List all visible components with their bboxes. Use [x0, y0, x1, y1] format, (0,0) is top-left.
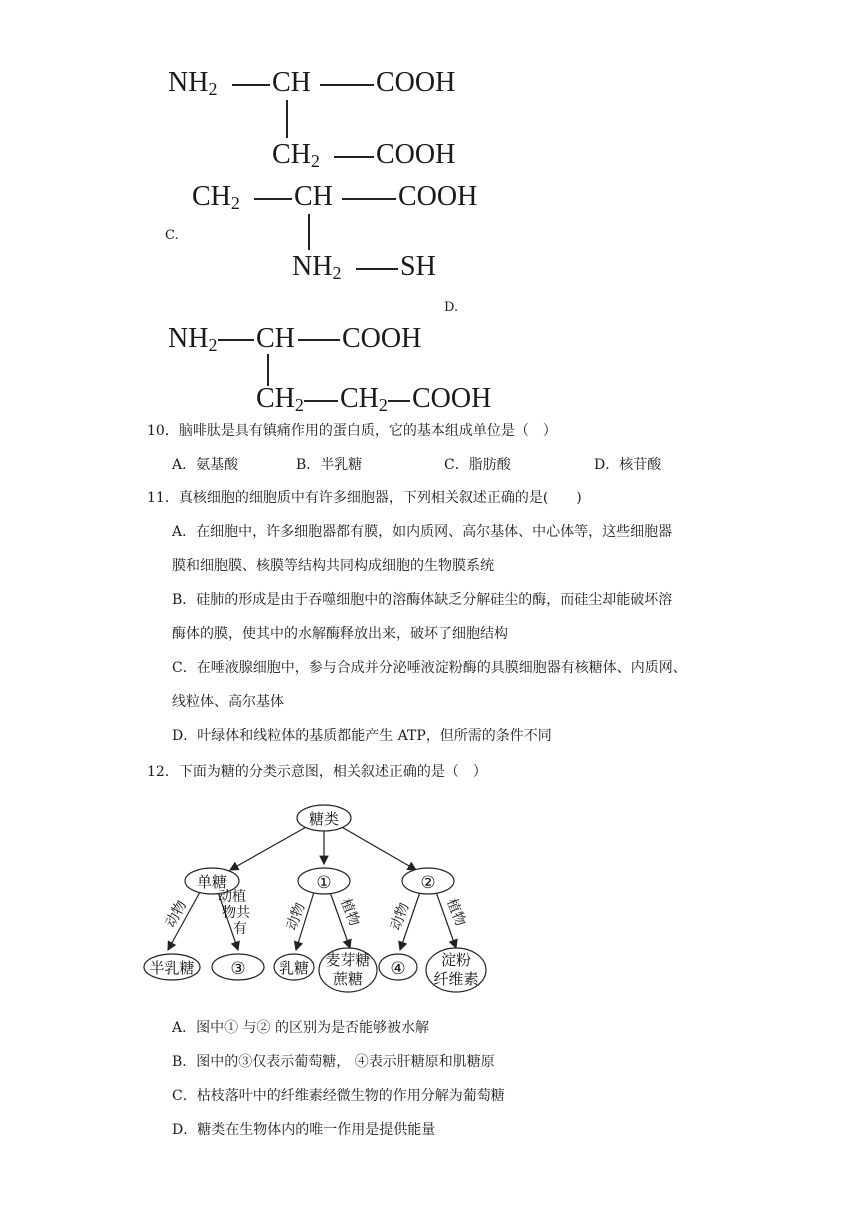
nh2-group: $NH_2$ [168, 67, 218, 99]
option-d: D．糖类在生物体内的唯一作用是提供能量 [172, 1122, 436, 1138]
bond [254, 198, 292, 200]
option-b: B．图中的③仅表示葡萄糖， ④表示肝糖原和肌糖原 [172, 1054, 495, 1070]
ch2-group: $CH_2$ [192, 181, 240, 213]
bond [267, 354, 269, 386]
label-shared-3: 有 [233, 921, 247, 937]
cooh-group: COOH [376, 67, 456, 98]
bond [334, 156, 374, 158]
ch2-group: $CH_2$ [340, 383, 388, 415]
option-a: A．图中① 与② 的区别为是否能够被水解 [172, 1020, 430, 1036]
option-c: C．脂肪酸 [444, 457, 511, 473]
nh2-group: $NH_2$ [168, 323, 218, 355]
option-c-line2: 线粒体、高尔基体 [172, 694, 284, 710]
node-2: ② [420, 873, 436, 893]
bond [218, 339, 254, 341]
label-animal: 动物 [387, 900, 413, 933]
node-sucrose: 蔗糖 [332, 970, 364, 988]
arrow [230, 826, 308, 870]
cooh-group: COOH [376, 139, 456, 170]
label-plant: 植物 [443, 896, 469, 929]
bond [356, 268, 398, 270]
bond [320, 84, 374, 86]
node-root: 糖类 [308, 810, 340, 828]
node-monosaccharide: 单糖 [196, 873, 228, 891]
bond [304, 400, 338, 402]
question-stem: 10．脑啡肽是具有镇痛作用的蛋白质，它的基本组成单位是（ ） [147, 423, 557, 439]
option-a-line1: A．在细胞中，许多细胞器都有膜，如内质网、高尔基体、中心体等，这些细胞器 [172, 524, 673, 540]
question-stem: 12．下面为糖的分类示意图，相关叙述正确的是（ ） [147, 764, 487, 780]
sugar-classification-diagram [140, 798, 500, 1003]
label-shared-1: 动植 [218, 889, 246, 905]
node-1: ① [316, 873, 332, 893]
option-b-line1: B．硅肺的形成是由于吞噬细胞中的溶酶体缺乏分解硅尘的酶，而硅尘却能破坏溶 [172, 592, 673, 608]
bond [388, 400, 410, 402]
sh-group: SH [400, 251, 436, 282]
option-c-line1: C．在唾液腺细胞中，参与合成并分泌唾液淀粉酶的具膜细胞器有核糖体、内质网、 [172, 660, 687, 676]
cooh-group: COOH [342, 323, 422, 354]
arrow [340, 826, 416, 870]
node-cellulose: 纤维素 [433, 970, 479, 988]
node-galactose: 半乳糖 [149, 959, 195, 977]
option-letter-c: C. [165, 228, 179, 243]
option-a: A．氨基酸 [172, 457, 239, 473]
ch-group: CH [272, 67, 311, 98]
nh2-group: $NH_2$ [292, 251, 342, 283]
label-animal: 动物 [162, 898, 191, 931]
node-starch: 淀粉 [440, 951, 472, 969]
ch-group: CH [294, 181, 333, 212]
option-d: D．叶绿体和线粒体的基质都能产生 ATP，但所需的条件不同 [172, 728, 552, 744]
option-b-line2: 酶体的膜，使其中的水解酶释放出来，破坏了细胞结构 [172, 626, 508, 642]
node-lactose: 乳糖 [278, 959, 310, 977]
ch-group: CH [256, 323, 295, 354]
bond [298, 339, 340, 341]
bond [342, 198, 396, 200]
option-c: C．枯枝落叶中的纤维素经微生物的作用分解为葡萄糖 [172, 1088, 505, 1104]
option-d: D．核苷酸 [594, 457, 662, 473]
bond [308, 214, 310, 250]
ch2-group: $CH_2$ [256, 383, 304, 415]
option-letter-d: D. [444, 300, 459, 315]
label-plant: 植物 [337, 896, 363, 929]
bond [286, 100, 288, 138]
label-animal: 动物 [283, 900, 309, 933]
option-a-line2: 膜和细胞膜、核膜等结构共同构成细胞的生物膜系统 [172, 558, 494, 574]
cooh-group: COOH [398, 181, 478, 212]
option-b: B．半乳糖 [296, 457, 363, 473]
bond [232, 84, 270, 86]
cooh-group: COOH [412, 383, 492, 414]
node-3: ③ [230, 959, 246, 979]
node-maltose: 麦芽糖 [325, 951, 371, 969]
node-4: ④ [390, 959, 406, 979]
question-stem: 11．真核细胞的细胞质中有许多细胞器，下列相关叙述正确的是( ) [147, 490, 582, 506]
ch2-group: $CH_2$ [272, 139, 320, 171]
label-shared-2: 物共 [222, 905, 250, 921]
